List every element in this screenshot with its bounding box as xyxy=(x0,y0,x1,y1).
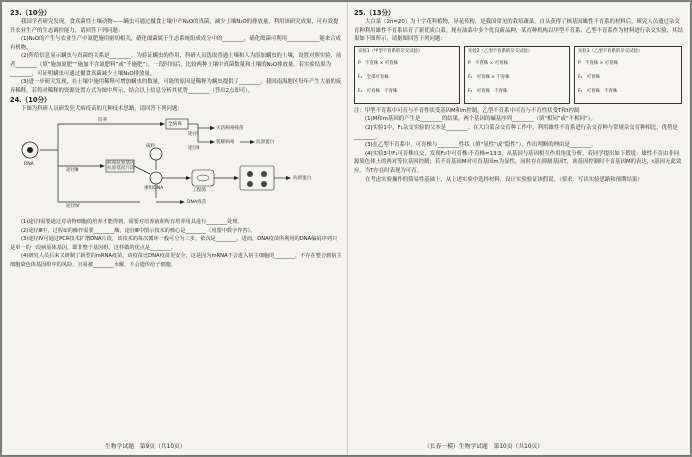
q25-part4: (4)实验3中F₁可育株自交，发现F₂中可育株∶不育株=13∶3，从基因与基因相互作用角度分析，若同学提出如下假说：雄性不育由非同源染色体上的两对等位基因控制；若不育基因M对可育基因m为显性，同时存在抑制基因T，该基因控制时不育基因M的表达，t基因无此效应。当T存在时表现为可育。 xyxy=(354,150,682,174)
q25-part5: 在考虑实验操作的简易性基础上，从上述实验中选择材料，设计实验验证该假说。（要求：写出实验思路和预期结果） xyxy=(365,176,643,183)
exp1-f2: F₂ 可育株 不育株 xyxy=(358,88,398,94)
route3-label: 途径Ⅲ xyxy=(66,167,79,173)
exp1-f1: F₁ 全部可育株 xyxy=(358,74,389,80)
inactivated-vaccine-label: 灭活病毒疫苗 xyxy=(216,125,244,131)
recombinant-dna-label: 重组DNA xyxy=(144,185,164,191)
route1-label: 途径Ⅰ xyxy=(188,131,199,137)
q24-heading: 24.（10分） xyxy=(10,96,51,105)
culture-label: 培养 xyxy=(98,117,108,123)
exp2-parents: P 不育株 × 可育株 xyxy=(468,60,508,66)
q23-intro: 我国学者研究发现，食真菌性土壤动物——螨虫可通过摄食土壤中产N₂O的真菌，减少土壤N₂O的排放量。利用该研究成果，可有效提升农业生产的生态调控能力，请回答下列问题： xyxy=(10,19,339,34)
right-page-footer: （长春一模）生物学试题 第10页（共10页） xyxy=(424,444,544,450)
q23-part3: (3)进一步研究发现，在土壤中施用稀释可增加螨虫的数量，可能的原因是稀释为螨虫提供了________。我国南海地区每年产生大量的废弃稀释，若将对稀释的资源处置方式为图中所示，结合以上信息分析其优势________（答出2点即可）。 xyxy=(10,79,342,94)
q25-note: 注：甲型不育系中可育与不育性状受基因M和m控制，乙型不育系中可育与不育性状受T和t控制 xyxy=(354,107,580,114)
experiment3-box xyxy=(574,46,682,104)
right-page xyxy=(354,8,684,451)
antigen-protein2-label: 抗原蛋白 xyxy=(293,175,312,181)
q25-intro: 大白菜（2n=20）为十字花科植物，异花传粉，是我国常见的栽培蔬菜。自从获得了核基因雄性不育系的材料后，研究人员通过杂交育种利用雄性不育系培育了新优质白菜。现有油菜中多个优良新品种，某育种机构以甲型不育系、乙型不育系作为材料进行杂交实验，其结果如下图所示，请据图回答下列问题： xyxy=(354,19,683,43)
q24-intro: 下图为科研人员研发狂犬病疫苗的几种技术思路，请回答下列问题： xyxy=(21,106,183,113)
exp2-f2: F₂ 可育株 不育株 xyxy=(468,88,508,94)
rna-label: RNA xyxy=(24,161,34,167)
exp2-title: 实验2（乙型不育系的杂交试验） xyxy=(468,48,533,54)
viral-gene-label: 病毒抗原基因 xyxy=(107,160,135,166)
q24-part3: (3)途径Ⅳ可通过PCR技术扩增DNA片段，该技术的每次循环一般可分为三步，依次是________。进而，DNA疫苗所利用的DNA编码序列只是单一的一段病原体基因，即非整个基因组，这样做的优点是________。 xyxy=(10,236,338,251)
virus-core-icon xyxy=(27,147,33,153)
plasmid-label: 质粒 xyxy=(146,143,156,149)
dna-vaccine-label: DNA疫苗 xyxy=(187,199,207,205)
q25-part3: (3)在乙型不育系中，可育株与________性状（填“显性”或“隐性”），作出判断的理由是________。 xyxy=(365,142,597,149)
exam-sheet xyxy=(2,2,690,455)
left-page-footer: 生物学试题 第9页（共10页） xyxy=(105,444,186,450)
q23-part2: (2)所给信息显示螨虫与真菌的关系是________。为验证螨虫的作用，科研人员选取普通土壤和人为添加螨虫的土壤，设置对照实验，前者________（填“施加氮肥”“施加不含氮肥料”或“不施肥”），一段时间后，比较两种土壤中真菌数量和土壤的N₂O排放量。若实验结果为________，可证明螨虫可通过摄食真菌减少土壤N₂O排放量。 xyxy=(10,53,342,77)
recombinant-dna-icon xyxy=(150,172,162,184)
antigen-protein-label: 抗原蛋白 xyxy=(256,139,275,145)
exp1-title: 实验1（甲型不育系的杂交试验） xyxy=(358,48,423,54)
experiment2-box xyxy=(464,46,570,104)
fragment-label: 抗原基因片段 xyxy=(107,165,135,171)
vaccine-diagram-svg xyxy=(10,116,342,216)
route4-label: 途径Ⅳ xyxy=(66,203,80,209)
plasmid-icon xyxy=(150,148,162,160)
q24-part4: (4)研究人员后来又研制了新型的mRNA疫苗，该疫苗比DNA疫苗更安全，这是因为mRNA不会进入宿主细胞的________，不存在整合到宿主细胞染色体基因组中的风险，且易被________水解，不会遗传给子细胞。 xyxy=(10,253,342,268)
engineered-bacteria-box xyxy=(192,170,214,186)
q25-part1: (1)M和m基因的产生是________的结果，两个基因的碱基序列________（填“相同”或“不相同”）。 xyxy=(365,116,596,123)
split-virus-label: 裂解病毒 xyxy=(216,139,235,145)
q25-heading: 25.（13分） xyxy=(354,9,395,17)
route2-label: 途径Ⅱ xyxy=(188,145,200,151)
q24-part2: (2)途径Ⅲ中，过程①的操作需要________酶，途径Ⅲ中图示技术的核心是________（用图中数字作答）。 xyxy=(21,227,256,234)
exp2-f1: F₁ 可育株 × 不育株 xyxy=(468,74,510,80)
exp3-title: 实验3（乙型不育系的杂交试验） xyxy=(578,48,643,54)
exp1-parents: P 不育株 × 可育株 xyxy=(358,60,398,66)
engineered-bacteria-label: 工程菌 xyxy=(192,187,206,193)
exp3-f2: F₂ 可育株 不育株 xyxy=(578,88,618,94)
q24-part1: (1)途径Ⅰ需要通过对动物细胞的培养才能得到，需要对培养液和所有培养用具进行________处理。 xyxy=(21,218,243,225)
vaccine-diagram xyxy=(10,116,342,216)
page-fold xyxy=(347,2,348,455)
exp3-f1: F₁ 可育株 xyxy=(578,74,600,80)
q25-part2: (2)实验1中，F₁杂交实验的父本是________。在大白菜杂交育种工作中，利用雄性不育系进行杂交育种与常规杂交育种相比，优势是________。 xyxy=(354,124,678,140)
q23-part1: (1)N₂O的产生与农业生产中氮肥施用密切相关，硝化细菌属于生态系统组成成分中的________，硝化细菌可利用____________能来合成有机物。 xyxy=(10,36,341,51)
experiment1-box xyxy=(354,46,460,104)
exp3-parents: P 不育株 × 可育株 xyxy=(578,60,618,66)
left-page xyxy=(10,8,342,451)
cross-experiments xyxy=(354,46,684,104)
whole-virus-label: 全病毒 xyxy=(168,121,182,127)
culture-vessel-box xyxy=(240,166,274,190)
q23-heading: 23.（10分） xyxy=(10,9,51,17)
